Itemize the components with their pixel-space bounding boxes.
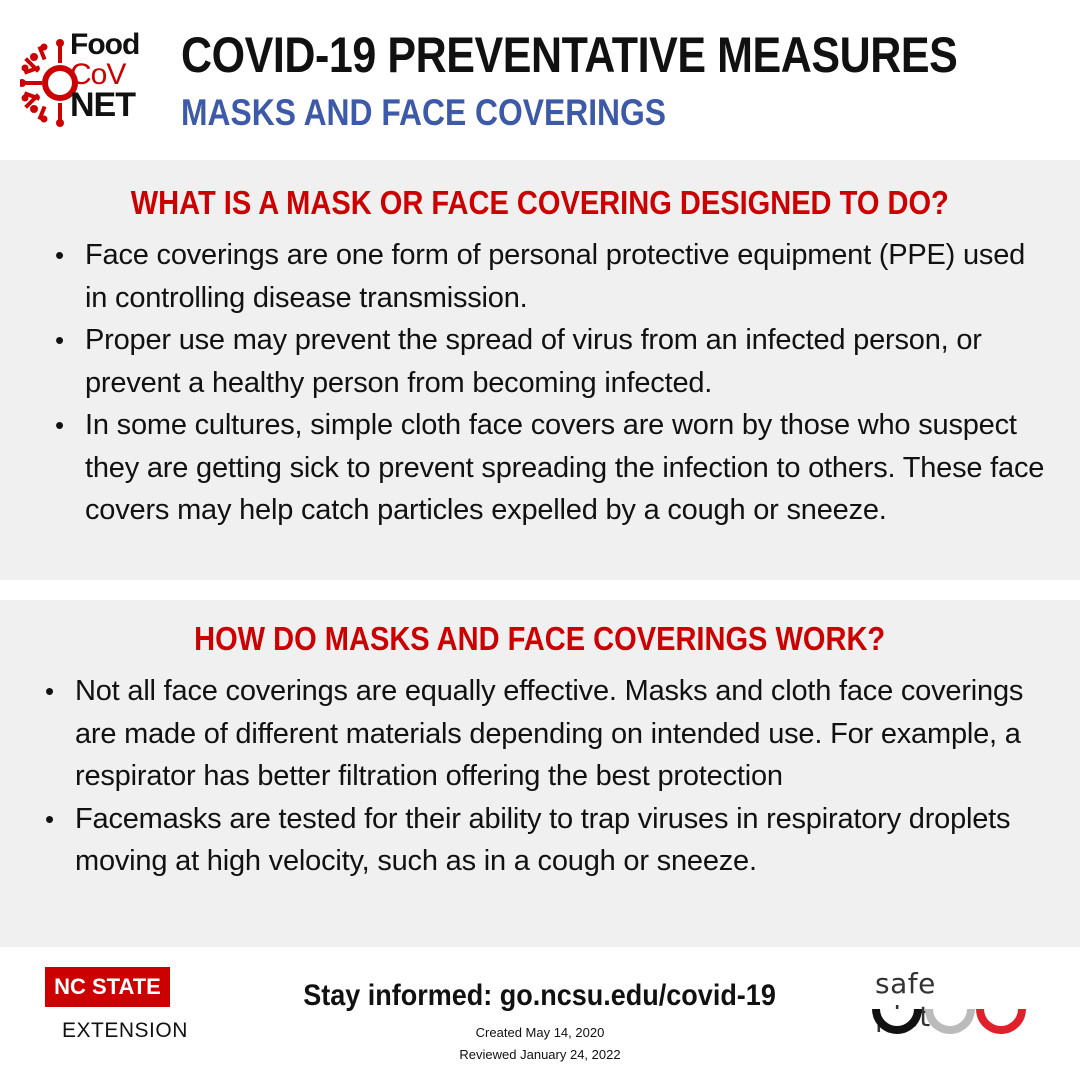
extension-label: EXTENSION (62, 1019, 188, 1042)
page-subtitle: MASKS AND FACE COVERINGS (181, 92, 667, 133)
section-designed-to-do (0, 160, 1080, 580)
list-item-text: In some cultures, simple cloth face covers are worn by those who suspect they are getting sick to prevent spreading the infection to others. These face covers may help catch particles expelled by a cough or sneeze. (85, 409, 1045, 526)
ncstate-logo: NC STATE (45, 967, 170, 1007)
section-heading (0, 184, 1080, 222)
list-item (40, 798, 1050, 883)
section-how-masks-work (0, 600, 1080, 947)
bullet-icon: • (55, 410, 64, 440)
list-item-text: Face coverings are one form of personal protective equipment (PPE) used in controlling disease transmission. (85, 239, 1026, 314)
stay-informed-link[interactable]: Stay informed: go.ncsu.edu/covid-19 (303, 979, 777, 1012)
safe-plates-logo (870, 967, 1030, 1037)
bullet-icon: • (55, 325, 64, 355)
logo-cov: CoV (70, 58, 126, 91)
section-heading (0, 620, 1080, 658)
list-item (50, 319, 1050, 404)
list-item-text: Not all face coverings are equally effective. Masks and cloth face coverings are made of different materials depending on intended use. For example, a respirator has better filtration offering the best protection (75, 675, 1024, 792)
list-item-text: Facemasks are tested for their ability to trap viruses in respiratory droplets moving at high velocity, such as in a cough or sneeze. (75, 802, 1011, 877)
section-heading-text: WHAT IS A MASK OR FACE COVERING DESIGNED TO DO? (130, 184, 949, 221)
logo-wordmark (70, 28, 140, 124)
page-title: COVID-19 PREVENTATIVE MEASURES (181, 27, 958, 83)
list-item (50, 404, 1050, 532)
logo-net: NET (70, 86, 135, 124)
section-heading-text: HOW DO MASKS AND FACE COVERINGS WORK? (194, 620, 886, 657)
bullet-icon: • (45, 676, 54, 706)
plates-icon (870, 1003, 1030, 1043)
bullet-list (40, 670, 1050, 883)
foodcovnet-logo (20, 30, 155, 135)
reviewed-date: Reviewed January 24, 2022 (459, 1047, 621, 1062)
logo-food: Food (70, 28, 140, 61)
bullet-list (50, 234, 1050, 532)
header (0, 0, 1080, 160)
safe-plates-wordmark: safe (875, 967, 936, 1000)
list-item (40, 670, 1050, 798)
list-item (50, 234, 1050, 319)
created-date: Created May 14, 2020 (475, 1025, 605, 1040)
bullet-icon: • (45, 803, 54, 834)
bullet-icon: • (55, 240, 64, 270)
footer (0, 947, 1080, 1080)
list-item-text: Proper use may prevent the spread of virus from an infected person, or prevent a healthy person from becoming infected. (85, 324, 982, 399)
